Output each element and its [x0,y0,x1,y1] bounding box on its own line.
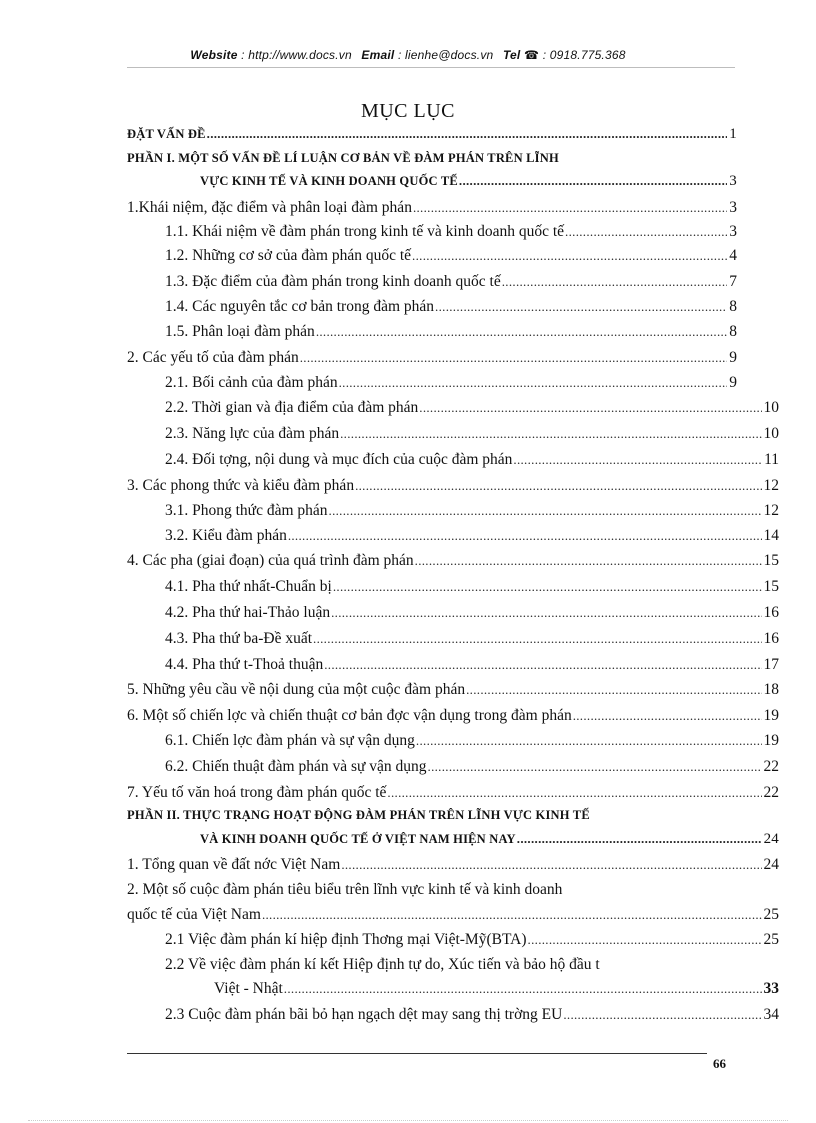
toc-entry [165,502,779,520]
toc-entry [127,808,757,823]
toc-entry-page: 34 [763,1006,779,1023]
toc-entry-page: 7 [729,273,737,290]
toc-entry-page: 10 [763,399,779,416]
toc-entry [127,906,779,924]
toc-entry-label: 2.2. Thời gian và địa điểm của đàm phán [165,399,419,416]
page-title: MỤC LỤC [360,100,456,122]
page-header [0,48,816,62]
toc-entry [200,831,779,848]
toc-entry-label: 2.3. Năng lực của đàm phán [165,425,340,442]
email-label: Email [361,48,395,62]
toc-entry [165,1006,779,1024]
toc-entry [127,151,737,166]
toc-entry [165,298,737,316]
toc-entry-page: 1 [729,126,737,142]
toc-entry-label: 6.2. Chiến thuật đàm phán và sự vận dụng [165,758,427,775]
toc-entry [165,527,779,545]
toc-entry-label: 6. Một số chiến lợc và chiến thuật cơ bản đợc vận dụng trong đàm phán [127,707,572,724]
toc-entry-page: 18 [763,681,779,698]
toc-entry [127,881,779,899]
toc-entry-label: 1.1. Khái niệm về đàm phán trong kinh tế và kinh doanh quốc tế [165,223,565,240]
toc-entry-label: 4.3. Pha thứ ba-Đề xuất [165,630,313,647]
toc-entry-page: 8 [729,298,737,315]
toc-entry [127,784,779,802]
toc-entry [165,223,737,241]
toc-entry-label: 3. Các phong thức và kiểu đàm phán [127,477,355,494]
toc-entry-page: 8 [729,323,737,340]
toc-entry [165,374,737,392]
toc-entry-page: 12 [763,502,779,519]
toc-entry [214,980,779,998]
toc-entry [165,604,779,622]
toc-entry [165,451,779,469]
toc-entry-label: 1.4. Các nguyên tắc cơ bản trong đàm phán [165,298,435,315]
toc-entry-page: 3 [729,223,737,240]
toc-entry-label: 1.5. Phân loại đàm phán [165,323,315,340]
toc-entry [127,199,737,217]
toc-entry-label: quốc tế của Việt Nam [127,906,261,923]
toc-entry-label: 6.1. Chiến lợc đàm phán và sự vận dụng [165,732,415,749]
toc-entry-label: 2.1 Việc đàm phán kí hiệp định Thơng mại Việt-Mỹ(BTA) [165,931,527,948]
toc-entry-page: 25 [763,931,779,948]
toc-entry-page: 3 [729,173,737,189]
toc-entry-page: 15 [763,552,779,569]
toc-entry-label: PHẦN I. MỘT SỐ VẤN ĐỀ LÍ LUẬN CƠ BẢN VỀ ĐÀM PHÁN TRÊN LĨNH [127,151,559,165]
telephone-icon: ☎ [524,48,540,62]
toc-entry [165,323,737,341]
tel-label: Tel [502,48,521,62]
toc-entry [165,758,779,776]
toc-entry-label: 1.Khái niệm, đặc điểm và phân loại đàm phán [127,199,412,216]
toc-entry-page: 15 [763,578,779,595]
toc-entry [165,247,737,265]
toc-entry-label: 4.2. Pha thứ hai-Thảo luận [165,604,331,621]
toc-entry-label: 2.4. Đối tợng, nội dung và mục đích của cuộc đàm phán [165,451,513,468]
toc-entry [165,425,779,443]
toc-entry-label: 2.3 Cuộc đàm phán bãi bỏ hạn ngạch dệt may sang thị trờng EU [165,1006,563,1023]
toc-entry-label: 3.2. Kiểu đàm phán [165,527,287,544]
toc-entry-page: 19 [763,732,779,749]
toc-entry [127,707,779,725]
toc-entry-label: VÀ KINH DOANH QUỐC TẾ Ở VIỆT NAM HIỆN NAY [200,832,516,846]
toc-entry-page: 16 [763,630,779,647]
toc-entry [165,399,779,417]
toc-entry-page: 24 [763,831,779,847]
toc-entry-label: 2. Một số cuộc đàm phán tiêu biểu trên lĩnh vực kinh tế và kinh doanh [127,881,563,898]
toc-entry [127,477,779,495]
toc-entry-page: 22 [763,784,779,801]
header-divider [127,67,735,68]
toc-entry-label: 3.1. Phong thức đàm phán [165,502,328,519]
toc-entry-label: ĐẶT VẤN ĐỀ [127,127,206,141]
toc-entry-page: 11 [764,451,779,468]
toc-entry-page: 24 [763,856,779,873]
toc-entry-label: PHẦN II. THỰC TRẠNG HOẠT ĐỘNG ĐÀM PHÁN TRÊN LĨNH VỰC KINH TẾ [127,808,590,822]
toc-entry-label: 2.1. Bối cảnh của đàm phán [165,374,338,391]
toc-entry-page: 22 [763,758,779,775]
toc-entry-label: 5. Những yêu cầu về nội dung của một cuộc đàm phán [127,681,466,698]
toc-entry [127,349,737,367]
website-value[interactable]: : http://www.docs.vn [241,48,352,62]
toc-entry [165,578,779,596]
toc-entry-label: 4.1. Pha thứ nhất-Chuẩn bị [165,578,332,595]
page-number: 66 [713,1056,726,1071]
toc-entry [165,273,737,291]
toc-entry-page: 14 [763,527,779,544]
toc-entry-page: 3 [729,199,737,216]
toc-entry-page: 25 [763,906,779,923]
toc-entry-page: 9 [729,349,737,366]
toc-entry [127,856,779,874]
toc-entry-label: 2. Các yếu tố của đàm phán [127,349,299,366]
toc-entry-label: 4. Các pha (giai đoạn) của quá trình đàm phán [127,552,414,569]
toc-entry [200,173,737,190]
toc-entry-page: 12 [763,477,779,494]
toc-entry [165,630,779,648]
website-label: Website [190,48,238,62]
toc-entry [127,126,737,143]
toc-entry-page: 9 [729,374,737,391]
toc-entry [127,552,779,570]
toc-entry-label: 4.4. Pha thứ t-Thoả thuận [165,656,324,673]
toc-entry [165,931,779,949]
toc-entry-page: 4 [729,247,737,264]
toc-entry-label: 7. Yếu tố văn hoá trong đàm phán quốc tế [127,784,387,801]
page-edge-divider [28,1120,788,1121]
toc-entry-label: 2.2 Về việc đàm phán kí kết Hiệp định tự do, Xúc tiến và bảo hộ đầu t [165,956,600,973]
toc-entry-page: 19 [763,707,779,724]
toc-entry-page: 16 [763,604,779,621]
toc-entry-page: 17 [763,656,779,673]
toc-entry-label: 1.3. Đặc điểm của đàm phán trong kinh doanh quốc tế [165,273,501,290]
toc-entry-label: Việt - Nhật [214,980,283,997]
toc-entry [165,732,779,750]
toc-entry [127,681,779,699]
toc-entry-page: 33 [763,980,779,997]
toc-entry-label: 1.2. Những cơ sở của đàm phán quốc tế [165,247,412,264]
toc-entry [165,656,779,674]
toc-entry-label: VỰC KINH TẾ VÀ KINH DOANH QUỐC TẾ [200,174,458,188]
toc-entry [165,956,779,974]
toc-entry-page: 10 [763,425,779,442]
tel-value: : 0918.775.368 [542,48,626,62]
toc-entry-label: 1. Tổng quan về đất nớc Việt Nam [127,856,341,873]
footer-divider [127,1053,707,1054]
email-value[interactable]: : lienhe@docs.vn [397,48,494,62]
